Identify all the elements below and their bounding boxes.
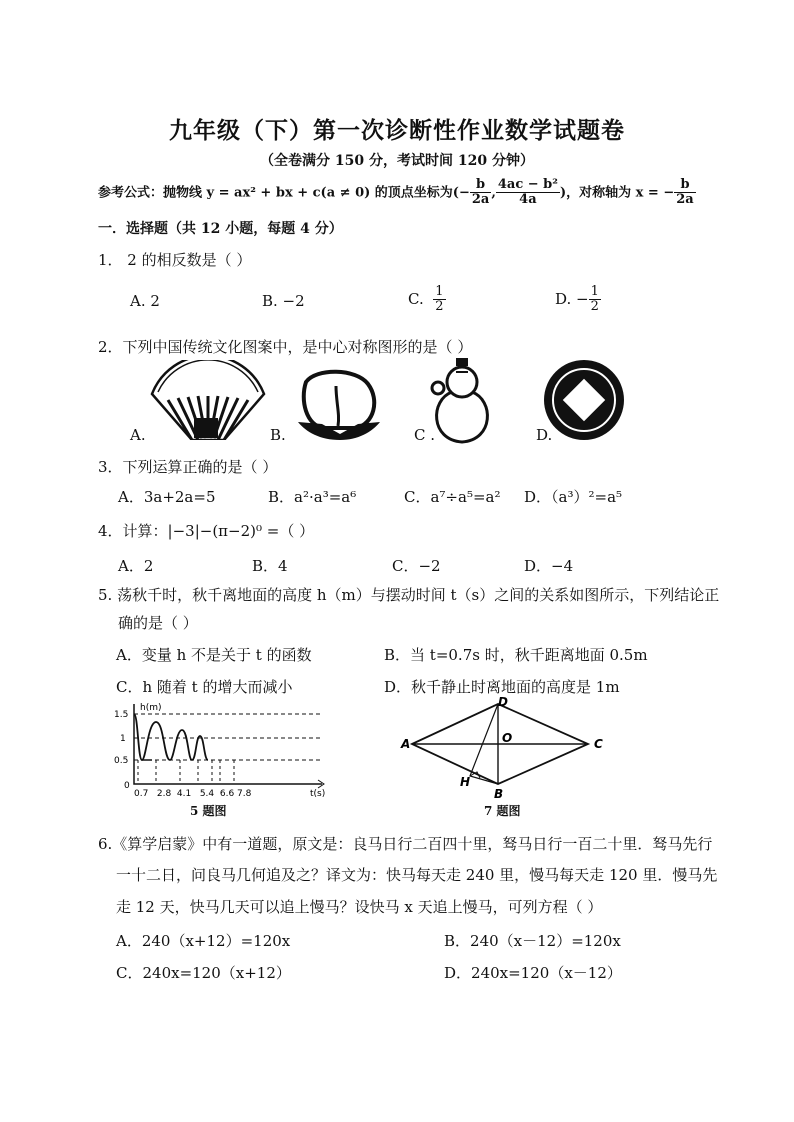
fig7-label-o: O — [502, 731, 513, 745]
q6-option-d: D．240x=120（x－12） — [444, 964, 622, 982]
q1-option-c: C. $\frac{1}{2}$ — [408, 284, 444, 315]
reference-formula — [98, 178, 696, 208]
figure-7-rhombus — [398, 696, 618, 804]
fig5-xticks: 0.7 2.8 4.1 5.4 6.6 7.8 — [134, 789, 252, 799]
formula-label: 参考公式： — [98, 185, 164, 201]
vertex-x-fraction: $\frac{b}{2a}$ — [471, 177, 490, 208]
question-6-line-1: 6.《算学启蒙》中有一道题，原文是：良马日行二百四十里，驽马日行一百二十里．驽马先行 — [98, 835, 713, 853]
figure-7-caption: 7 题图 — [484, 804, 521, 818]
fig5-ytick-0.5: 0.5 — [114, 756, 129, 766]
fig5-xlabel: t(s) — [310, 789, 326, 799]
question-5-stem-2: 确的是（ ） — [118, 614, 198, 632]
vertex-comma: , — [491, 185, 496, 201]
fig5-ytick-1.5: 1.5 — [114, 710, 129, 720]
q6-option-a: A．240（x+12）=120x — [116, 932, 291, 950]
fig7-label-d: D — [498, 696, 508, 709]
q6-option-c: C．240x=120（x+12） — [116, 964, 291, 982]
question-6-line-3: 走 12 天，快马几天可以追上慢马？设快马 x 天追上慢马，可列方程（ ） — [116, 898, 603, 916]
question-2-stem: 2．下列中国传统文化图案中，是中心对称图形的是（ ） — [98, 338, 473, 356]
axis-fraction: $\frac{b}{2a}$ — [676, 177, 694, 208]
q5-option-c: C．h 随着 t 的增大而减小 — [116, 678, 293, 696]
fig5-ytick-1: 1 — [120, 734, 126, 744]
question-3-stem: 3．下列运算正确的是（ ） — [98, 458, 278, 476]
coin-pattern-image — [542, 358, 626, 442]
section-heading: 一．选择题（共 12 小题，每题 4 分） — [98, 221, 343, 237]
figure-5-caption: 5 题图 — [190, 804, 227, 818]
q1-d-fraction: $\frac{1}{2}$ — [590, 284, 599, 315]
q1-option-d: D. − $\frac{1}{2}$ — [555, 284, 599, 315]
fig5-ytick-0: 0 — [124, 781, 130, 791]
q2-option-b: B. — [270, 426, 286, 444]
gourd-pattern-image — [426, 356, 506, 444]
q3-option-d: D．（a³）²=a⁵ — [524, 488, 623, 506]
q2-option-c: C . — [414, 426, 436, 444]
vertex-open: (− — [452, 185, 470, 201]
q2-option-d: D. — [536, 426, 553, 444]
q4-option-c: C．−2 — [392, 557, 441, 575]
q4-option-b: B．4 — [252, 557, 288, 575]
page-subtitle: （全卷满分 150 分，考试时间 120 分钟） — [260, 153, 534, 169]
q5-option-a: A．变量 h 不是关于 t 的函数 — [116, 646, 312, 664]
question-6-line-2: 一十二日，问良马几何追及之？译文为：快马每天走 240 里，慢马每天走 120 里．慢马先 — [116, 866, 718, 884]
peach-pattern-image — [296, 368, 382, 442]
q1-option-a: A. 2 — [130, 292, 160, 310]
q4-option-a: A．2 — [118, 557, 154, 575]
q4-option-d: D．−4 — [524, 557, 574, 575]
fan-pattern-image — [148, 360, 268, 440]
vertex-y-fraction: $\frac{\text{4ac − b²}}{4a}$ — [497, 177, 558, 208]
q1-option-b: B. −2 — [262, 292, 305, 310]
q3-option-a: A．3a+2a=5 — [118, 488, 216, 506]
q2-option-a: A. — [130, 426, 146, 444]
question-4-stem: 4．计算：|−3|−(π−2)⁰ =（ ） — [98, 522, 315, 540]
fig7-label-b: B — [494, 787, 504, 801]
fig7-label-c: C — [594, 737, 603, 751]
formula-text-1: 抛物线 y = ax² + bx + c(a ≠ 0) 的顶点坐标为 — [163, 185, 453, 201]
q6-option-b: B．240（x－12）=120x — [444, 932, 621, 950]
q5-option-b: B．当 t=0.7s 时，秋千距离地面 0.5m — [384, 646, 648, 664]
page-title: 九年级（下）第一次诊断性作业数学试题卷 — [169, 117, 625, 144]
q3-option-b: B．a²·a³=a⁶ — [268, 488, 357, 506]
fig7-label-a: A — [401, 737, 411, 751]
formula-text-2: ，对称轴为 x = − — [566, 185, 675, 201]
question-1-stem: 1． 2 的相反数是（ ） — [98, 251, 252, 269]
figure-5-swing-graph — [112, 700, 332, 802]
fig5-ylabel: h(m) — [140, 703, 162, 713]
question-5-stem-1: 5. 荡秋千时，秋千离地面的高度 h（m）与摆动时间 t（s）之间的关系如图所示，下列结论正 — [98, 586, 720, 604]
vertex-close: ) — [559, 185, 567, 201]
q1-c-fraction: $\frac{1}{2}$ — [435, 284, 444, 315]
q5-option-d: D．秋千静止时离地面的高度是 1m — [384, 678, 620, 696]
fig7-label-h: H — [460, 775, 471, 789]
q3-option-c: C．a⁷÷a⁵=a² — [404, 488, 501, 506]
